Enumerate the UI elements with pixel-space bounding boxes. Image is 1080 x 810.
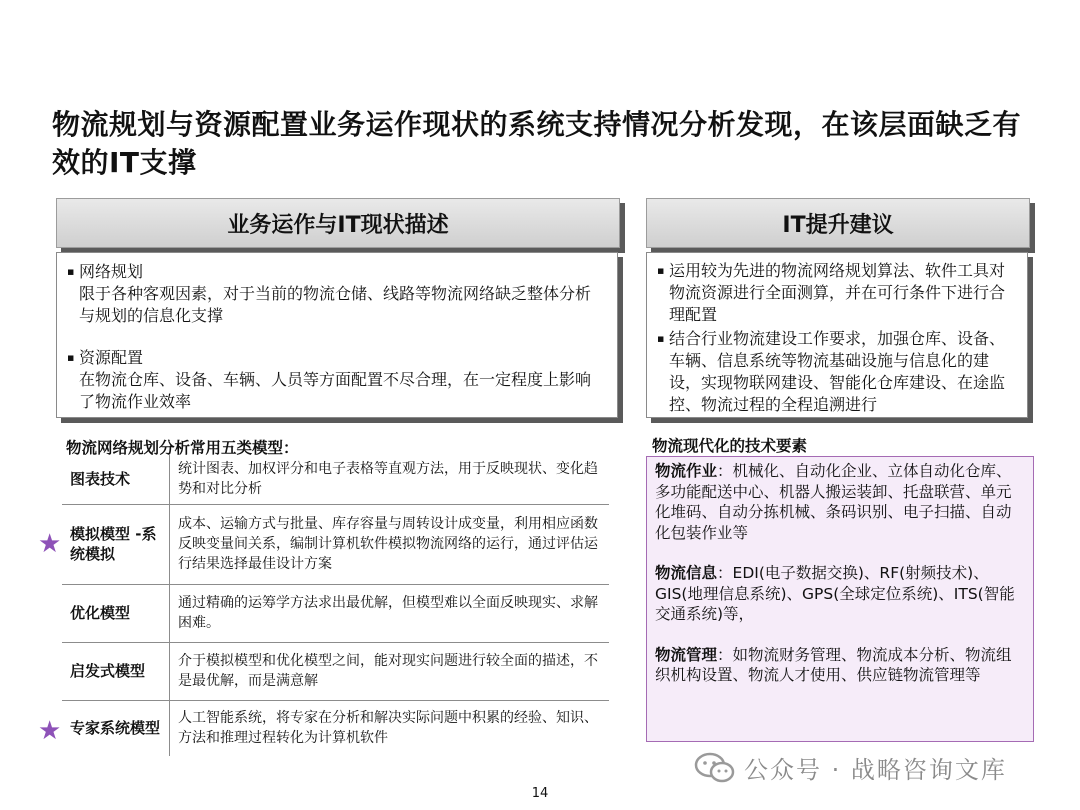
page-title: 物流规划与资源配置业务运作现状的系统支持情况分析发现，在该层面缺乏有效的IT支撑 [52, 108, 1022, 179]
right-header-label: IT提升建议 [782, 212, 894, 238]
star-icon: ★ [38, 716, 62, 746]
model-name: 启发式模型 [62, 642, 170, 700]
tech-item: 物流信息：EDI(电子数据交换)、RF(射频技术)、GIS(地理信息系统)、GPS(全球定位系统)、ITS(智能交通系统)等， [655, 564, 1015, 623]
model-desc: 统计图表、加权评分和电子表格等直观方法，用于反映现状、变化趋势和对比分析 [170, 454, 610, 504]
model-name: 模拟模型 -系统模拟 [62, 504, 170, 584]
model-desc: 介于模拟模型和优化模型之间，能对现实问题进行较全面的描述，不是最优解，而是满意解 [170, 642, 610, 700]
tech-item: 物流作业：机械化、自动化企业、立体自动化仓库、多功能配送中心、机器人搬运装卸、托盘联营、单元化堆码、自动分拣机械、条码识别、电子扫描、自动化包装作业等 [655, 462, 1012, 542]
page-number: 14 [531, 786, 549, 801]
table-row [62, 504, 609, 584]
status-item [67, 347, 603, 413]
watermark [694, 750, 1007, 785]
tech-item-label: 物流管理 [655, 645, 718, 664]
suggestion-item: ▪ 运用较为先进的物流网络规划算法、软件工具对物流资源进行全面测算，并在可行条件下进行合理配置 [657, 260, 1017, 326]
status-item-head: ▪ 网络规划 [79, 262, 144, 281]
models-title: 物流网络规划分析常用五类模型： [66, 439, 299, 457]
tech-item-text: EDI(电子数据交换)、RF(射频技术)、GIS(地理信息系统)、GPS(全球定位系统)、ITS(智能交通系统)等， [655, 564, 1015, 623]
model-name: 专家系统模型 [62, 700, 170, 756]
table-row [62, 700, 609, 756]
tech-item-text: 机械化、自动化企业、立体自动化仓库、多功能配送中心、机器人搬运装卸、托盘联营、单元化堆码、自动分拣机械、条码识别、电子扫描、自动化包装作业等 [655, 462, 1012, 542]
left-section-header [56, 198, 620, 248]
tech-item-label: 物流作业 [655, 462, 718, 480]
star-icon: ★ [38, 529, 62, 559]
model-name: 图表技术 [62, 454, 170, 504]
model-desc: 通过精确的运筹学方法求出最优解，但模型难以全面反映现实、求解困难。 [170, 584, 610, 642]
tech-item: 物流管理：如物流财务管理、物流成本分析、物流组织机构设置、物流人才使用、供应链物流管理等 [655, 645, 1012, 684]
tech-elements-box [646, 456, 1034, 742]
right-section-header [646, 198, 1030, 248]
status-item-body: 在物流仓库、设备、车辆、人员等方面配置不尽合理，在一定程度上影响了物流作业效率 [79, 370, 592, 411]
status-item-head: ▪ 资源配置 [79, 348, 144, 367]
left-header-label: 业务运作与IT现状描述 [227, 212, 449, 238]
tech-item-text: 如物流财务管理、物流成本分析、物流组织机构设置、物流人才使用、供应链物流管理等 [655, 645, 1012, 684]
watermark-text: 公众号 · 战略咨询文库 [744, 756, 1007, 784]
table-row [62, 454, 609, 504]
table-row [62, 584, 609, 642]
it-suggestion-box [646, 252, 1028, 418]
wechat-icon [694, 751, 736, 785]
table-row [62, 642, 609, 700]
tech-item-label: 物流信息 [655, 564, 718, 582]
current-status-box [56, 252, 618, 418]
status-item [67, 261, 603, 327]
tech-title: 物流现代化的技术要素 [652, 437, 808, 455]
status-item-body: 限于各种客观因素，对于当前的物流仓储、线路等物流网络缺乏整体分析与规划的信息化支撑 [79, 284, 592, 325]
models-table [62, 454, 609, 756]
suggestion-item: ▪ 结合行业物流建设工作要求，加强仓库、设备、车辆、信息系统等物流基础设施与信息化的建设，实现物联网建设、智能化仓库建设、在途监控、物流过程的全程追溯进行 [657, 328, 1017, 416]
model-name: 优化模型 [62, 584, 170, 642]
model-desc: 成本、运输方式与批量、库存容量与周转设计成变量，利用相应函数反映变量间关系，编制计算机软件模拟物流网络的运行，通过评估运行结果选择最佳设计方案 [170, 504, 610, 584]
model-desc: 人工智能系统，将专家在分析和解决实际问题中积累的经验、知识、方法和推理过程转化为计算机软件 [178, 710, 598, 747]
